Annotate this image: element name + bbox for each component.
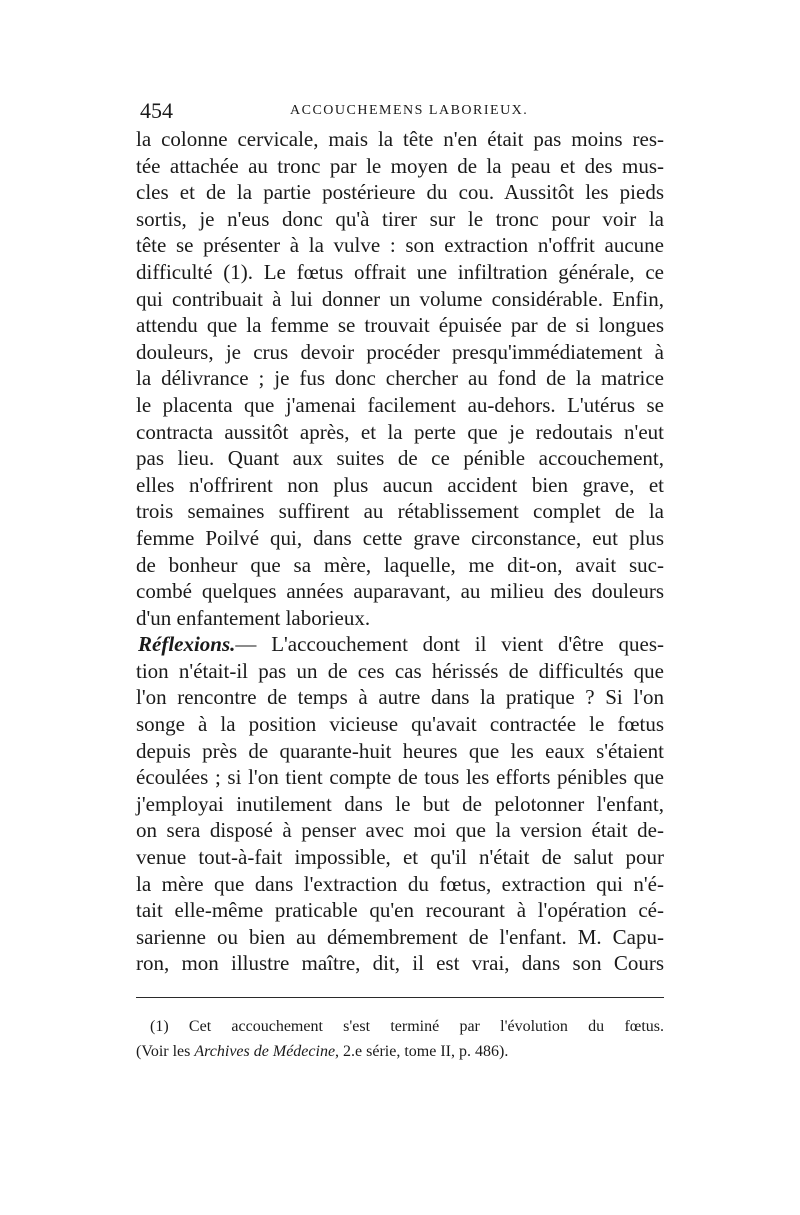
text-line: ron, mon illustre maître, dit, il est vrai, dans son Cours	[136, 951, 664, 976]
text-line: combé quelques années auparavant, au milieu des douleurs	[136, 579, 664, 604]
text-line: elles n'offrirent non plus aucun accident bien grave, et	[136, 472, 664, 497]
text-line: de bonheur que sa mère, laquelle, me dit-on, avait suc-	[136, 552, 664, 577]
text-line: cles et de la partie postérieure du cou. Aussitôt les pieds	[136, 180, 664, 205]
page-header	[140, 96, 660, 126]
text-line: tée attachée au tronc par le moyen de la peau et des mus-	[136, 153, 664, 178]
text-line: trois semaines suffirent au rétablissement complet de la	[136, 499, 664, 524]
footnote-line	[136, 1039, 664, 1064]
text-line: tête se présenter à la vulve : son extraction n'offrit aucune	[136, 233, 664, 258]
footnote-prefix: (Voir les	[136, 1043, 195, 1060]
text-line: sortis, je n'eus donc qu'à tirer sur le tronc pour voir la	[136, 206, 664, 231]
footnote-rule	[136, 997, 664, 998]
text-line: qui contribuait à lui donner un volume considérable. Enfin,	[136, 286, 664, 311]
text-line: contracta aussitôt après, et la perte que je redoutais n'eut	[136, 419, 664, 444]
text-line: le placenta que j'amenai facilement au-dehors. L'utérus se	[136, 392, 664, 417]
text-line: venue tout-à-fait impossible, et qu'il n'était de salut pour	[136, 845, 664, 870]
text-line: j'employai inutilement dans le but de pelotonner l'enfant,	[136, 791, 664, 816]
text-line: l'on rencontre de temps à autre dans la pratique ? Si l'on	[136, 685, 664, 710]
body-text	[136, 126, 664, 977]
footnote-line: (1) Cet accouchement s'est terminé par l'évolution du fœtus.	[150, 1018, 664, 1035]
text-line: la colonne cervicale, mais la tête n'en était pas moins res-	[136, 127, 664, 151]
text-line: pas lieu. Quant aux suites de ce pénible accouchement,	[136, 446, 664, 471]
text-line: douleurs, je crus devoir procéder presqu'immédiatement à	[136, 339, 664, 364]
reflexions-first-line-text: — L'accouchement dont il vient d'être ques-	[235, 632, 664, 657]
footnotes	[136, 1014, 664, 1064]
text-line: femme Poilvé qui, dans cette grave circonstance, eut plus	[136, 525, 664, 550]
text-line: songe à la position vicieuse qu'avait contractée le fœtus	[136, 712, 664, 737]
reflexions-heading: Réflexions.	[138, 632, 236, 657]
text-line: écoulées ; si l'on tient compte de tous les efforts pénibles que	[136, 765, 664, 790]
footnote-journal-title: Archives de Médecine	[194, 1043, 336, 1060]
text-line: la mère que dans l'extraction du fœtus, extraction qui n'é-	[136, 871, 664, 896]
text-line: sarienne ou bien au démembrement de l'enfant. M. Capu-	[136, 924, 664, 949]
text-line: attendu que la femme se trouvait épuisée par de si longues	[136, 313, 664, 338]
text-line: d'un enfantement laborieux.	[136, 605, 371, 630]
footnote-suffix: , 2.e série, tome II, p. 486).	[335, 1043, 509, 1060]
text-line: depuis près de quarante-huit heures que les eaux s'étaient	[136, 738, 664, 763]
text-line: on sera disposé à penser avec moi que la version était de-	[136, 818, 664, 843]
text-line: tion n'était-il pas un de ces cas hérissés de difficultés que	[136, 658, 664, 683]
text-line: la délivrance ; je fus donc chercher au fond de la matrice	[136, 366, 664, 391]
text-line: tait elle-même praticable qu'en recourant à l'opération cé-	[136, 898, 664, 923]
running-head: ACCOUCHEMENS LABORIEUX.	[290, 103, 529, 118]
text-line: difficulté (1). Le fœtus offrait une infiltration générale, ce	[136, 259, 664, 284]
reflexions-first-line	[136, 631, 664, 658]
page-number: 454	[140, 98, 173, 123]
